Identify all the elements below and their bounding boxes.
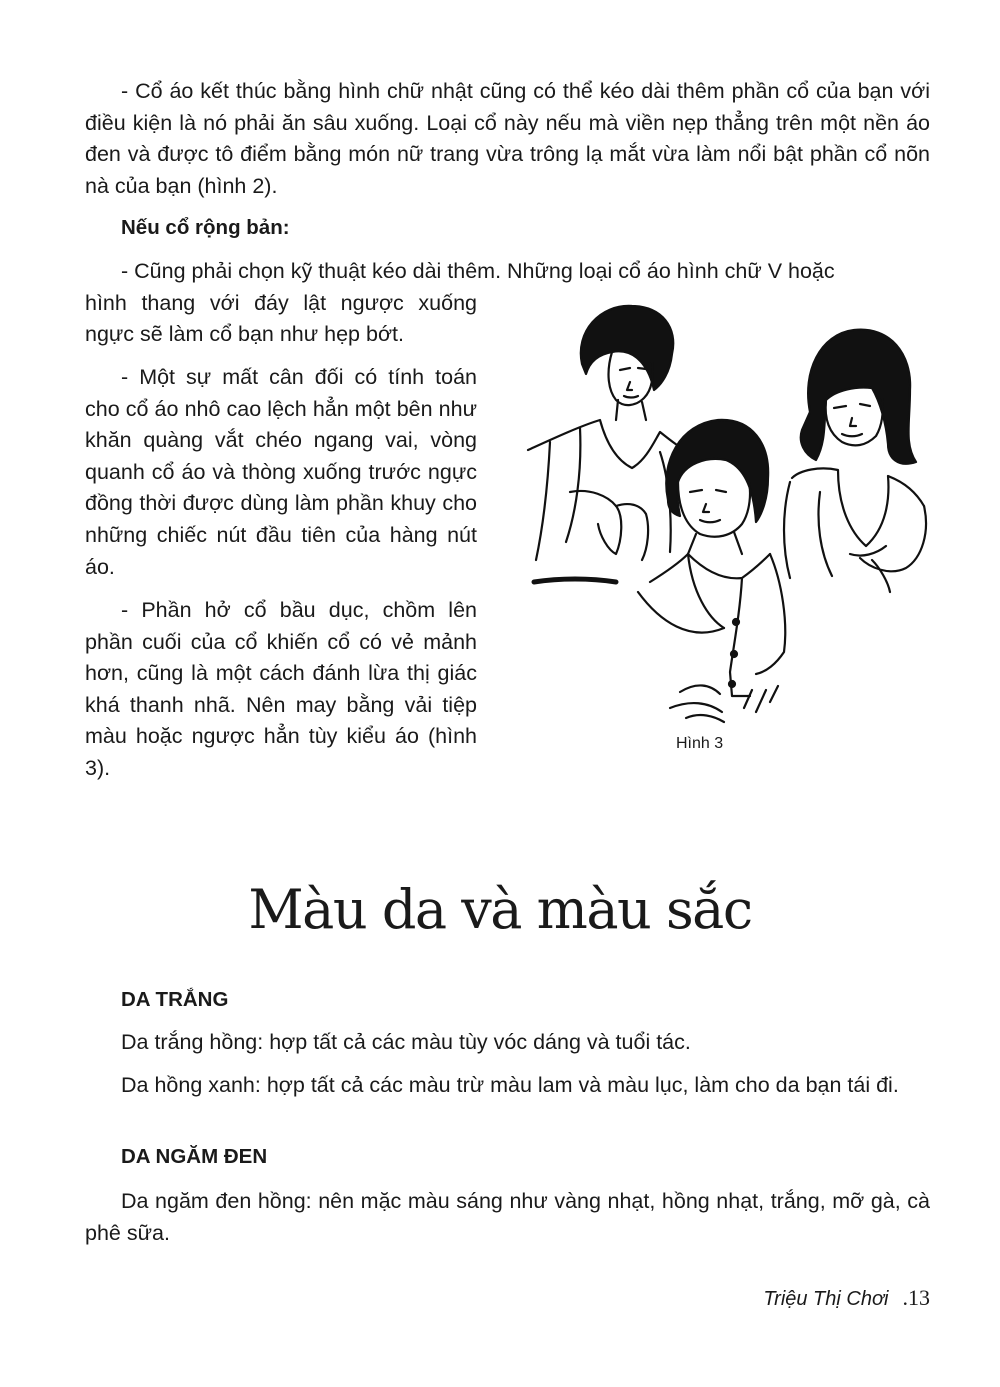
figure-caption: Hình 3 — [676, 735, 724, 752]
figure-three-women-illustration — [520, 292, 940, 732]
woman-middle-drawing — [638, 420, 785, 722]
paragraph-rectangle-collar: - Cổ áo kết thúc bằng hình chữ nhật cũng có thể kéo dài thêm phần cổ của bạn với điều kiện là nó phải ăn sâu xuống. Loại cổ này nếu mà viền nẹp thẳng trên một nền áo đen và được tô điểm bằng món nữ trang vừa trông lạ mắt vừa làm nổi bật phần cổ nõn nà của bạn (hình 2). — [85, 79, 930, 198]
paragraph-oval-neckline: - Phần hở cổ bầu dục, chồm lên phần cuối của cổ khiến cổ có vẻ mảnh hơn, cũng là một cách đánh lừa thị giác khá thanh nhã. Nên may bằng vải tiệp màu hoặc ngược hẳn tùy kiểu áo (hình 3). — [85, 598, 477, 780]
paragraph-pink-white-skin: Da trắng hồng: hợp tất cả các màu tùy vóc dáng và tuổi tác. — [121, 1030, 691, 1054]
page-number: .13 — [902, 1285, 930, 1310]
woman-right-drawing — [784, 330, 926, 592]
subheading-dark-skin: DA NGĂM ĐEN — [121, 1145, 268, 1168]
page-footer — [763, 1285, 930, 1311]
paragraph-v-collar: - Cũng phải chọn kỹ thuật kéo dài thêm. Những loại cổ áo hình chữ V hoặc hình thang với đáy lật ngược xuống ngực sẽ làm cổ bạn như hẹp bớt. — [85, 259, 835, 347]
paragraph-blue-pink-skin: Da hồng xanh: hợp tất cả các màu trừ màu lam và màu lục, làm cho da bạn tái đi. — [121, 1073, 899, 1097]
section-title: Màu da và màu sắc — [248, 878, 752, 941]
subheading-wide-neck: Nếu cổ rộng bản: — [121, 216, 290, 239]
footer-author: Triệu Thị Chơi — [763, 1288, 889, 1310]
subheading-white-skin: DA TRẮNG — [121, 988, 229, 1011]
paragraph-dark-pink-skin: Da ngăm đen hồng: nên mặc màu sáng như vàng nhạt, hồng nhạt, trắng, mỡ gà, cà phê sữa. — [85, 1189, 930, 1245]
paragraph-asymmetric-collar: - Một sự mất cân đối có tính toán cho cổ áo nhô cao lệch hẳn một bên như khăn quàng vắt chéo ngang vai, vòng quanh cổ áo và thòng xuống trước ngực đồng thời được dùng làm phần khuy cho những chiếc nút đầu tiên của hàng nút áo. — [85, 365, 477, 579]
woman-left-drawing — [528, 306, 692, 582]
